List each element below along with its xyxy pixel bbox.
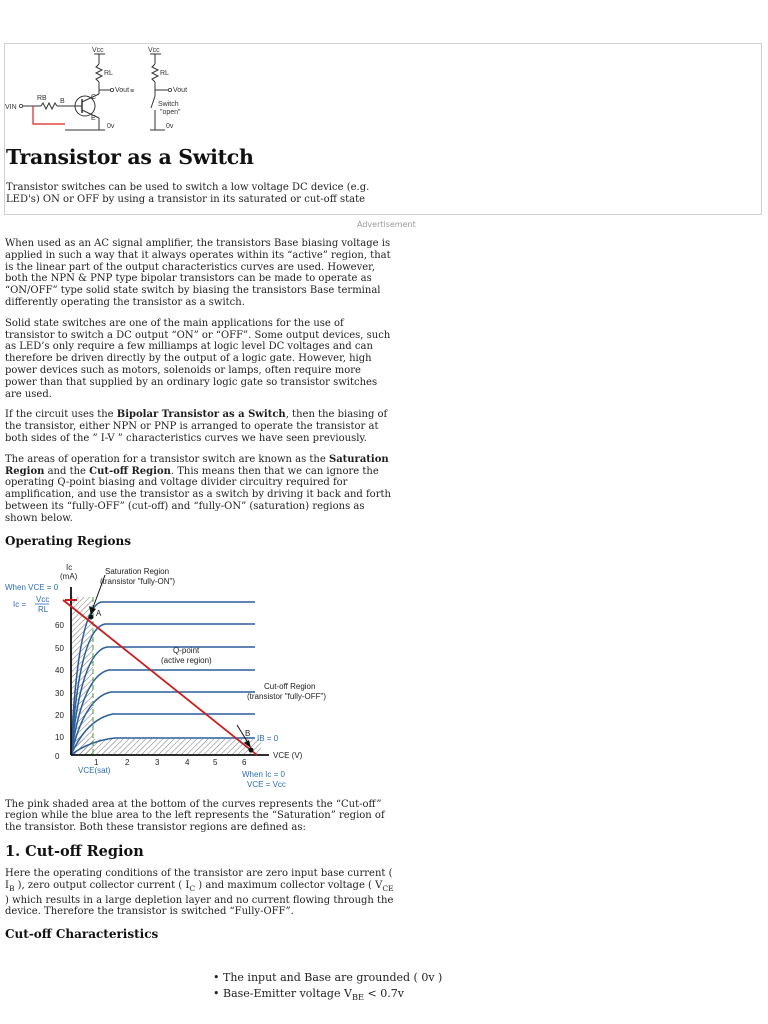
paragraph-cutoff-conditions: Here the operating conditions of the transistor are zero input base current ( $I_B$ ), zero output collector current ( $I_C$ ) and maximum collector voltage ( $V_{CE}$ ) which results in a large depletion layer and no current flowing through the device. Therefore the transistor is switched “Fully-OFF”.	[5, 867, 394, 918]
transistor-switch-circuit-diagram	[5, 44, 195, 136]
article-hero-card[interactable]	[4, 43, 762, 215]
svg-text:Vcc: Vcc	[36, 594, 50, 604]
svg-text:RL: RL	[38, 604, 49, 614]
svg-text:VCE(sat): VCE(sat)	[78, 765, 111, 775]
base-resistor	[41, 103, 57, 109]
svg-text:5: 5	[213, 757, 218, 767]
svg-text:Switch: Switch	[158, 101, 179, 108]
heading-cutoff-characteristics: Cut-off Characteristics	[5, 927, 159, 942]
svg-text:Q-point: Q-point	[173, 645, 200, 655]
svg-text:E: E	[91, 115, 96, 122]
advertisement-label: Advertisement	[357, 220, 416, 229]
svg-text:RB: RB	[37, 95, 47, 102]
paragraph-solid-state-switches: Solid state switches are one of the main applications for the use of transistor to switch a DC output “ON” or “OFF”. Some output devices, such as LED’s only require a few milliamps at logic level DC voltages and can therefore be driven directly by the output of a logic gate. However, high power devices such as motors, solenoids or lamps, often require more power than that supplied by an ordinary logic gate so transistor switches are used.	[5, 317, 391, 400]
svg-text:"open": "open"	[160, 109, 181, 116]
svg-text:VCE = Vcc: VCE = Vcc	[247, 779, 286, 789]
svg-text:Vcc: Vcc	[92, 47, 104, 54]
article-description: Transistor switches can be used to switch a low voltage DC device (e.g. LED's) ON or OFF by using a transistor in its saturated or cut-off state	[6, 182, 370, 205]
svg-text:Vcc: Vcc	[148, 47, 160, 54]
paragraph-areas-of-operation: The areas of operation for a transistor switch are known as the Saturation Region and the Cut-off Region. This means then that we can ignore the operating Q-point biasing and voltage divider circuitry required for amplification, and use the transistor as a switch by driving it back and forth between its “fully-OFF” (cut-off) and “fully-ON” (saturation) regions as shown below.	[5, 453, 391, 524]
list-item: • The input and Base are grounded ( 0v )	[213, 970, 442, 986]
heading-operating-regions: Operating Regions	[5, 533, 132, 548]
operating-regions-graph	[5, 557, 345, 789]
point-a-marker	[89, 614, 94, 619]
svg-text:4: 4	[185, 757, 190, 767]
svg-text:50: 50	[55, 643, 64, 653]
svg-text:60: 60	[55, 620, 64, 630]
svg-text:When VCE = 0: When VCE = 0	[5, 582, 59, 592]
svg-text:(transistor "fully-OFF"): (transistor "fully-OFF")	[247, 691, 327, 701]
svg-text:RL: RL	[160, 70, 169, 77]
svg-text:6: 6	[242, 757, 247, 767]
svg-text:Vout: Vout	[173, 87, 188, 94]
svg-text:30: 30	[55, 688, 64, 698]
svg-text:10: 10	[55, 732, 64, 742]
svg-text:IB = 0: IB = 0	[257, 733, 279, 743]
article-body	[5, 238, 395, 950]
svg-text:C: C	[91, 94, 97, 101]
svg-text:(active region): (active region)	[161, 655, 212, 665]
heading-cutoff-region: 1. Cut-off Region	[5, 842, 144, 860]
load-resistor-2	[152, 64, 158, 82]
svg-text:20: 20	[55, 710, 64, 720]
svg-text:2: 2	[125, 757, 130, 767]
svg-text:(mA): (mA)	[60, 571, 78, 581]
paragraph-shaded-areas: The pink shaded area at the bottom of the curves represents the “Cut-off” region while the blue area to the left represents the “Saturation” region of the transistor. Both these transistor regions are defined as:	[5, 798, 385, 834]
load-resistor-1	[96, 64, 102, 82]
article-title[interactable]: Transistor as a Switch	[6, 145, 254, 169]
list-item: • Base-Emitter voltage $V_{BE} < 0.7v$	[213, 986, 442, 1005]
svg-text:B: B	[60, 98, 65, 105]
svg-text:RL: RL	[104, 70, 113, 77]
svg-text:Ic =: Ic =	[13, 599, 27, 609]
paragraph-ac-amplifier: When used as an AC signal amplifier, the transistors Base biasing voltage is applied in such a way that it always operates within its “active” region, that is the linear part of the output characteristics curves are used. However, both the NPN & PNP type bipolar transistors can be made to operate as “ON/OFF” type solid state switch by biasing the transistors Base terminal differently operating the transistor as a switch.	[5, 238, 391, 308]
svg-text:VCE (V): VCE (V)	[273, 750, 303, 760]
svg-text:When Ic = 0: When Ic = 0	[242, 769, 285, 779]
cutoff-characteristics-list	[213, 970, 442, 1005]
svg-text:0v: 0v	[107, 123, 115, 130]
svg-text:3: 3	[155, 757, 160, 767]
svg-text:40: 40	[55, 665, 64, 675]
point-b-marker	[249, 747, 254, 752]
open-switch-symbol	[151, 96, 155, 108]
svg-text:(transistor "fully-ON"): (transistor "fully-ON")	[100, 576, 176, 586]
svg-text:Vout: Vout	[115, 87, 130, 94]
svg-text:A: A	[96, 608, 102, 618]
paragraph-bipolar-switch: If the circuit uses the Bipolar Transistor as a Switch, then the biasing of the transistor, either NPN or PNP is arranged to operate the transistor at both sides of the ” I-V ” characteristics curves we have seen previously.	[5, 409, 388, 444]
svg-text:B: B	[245, 728, 251, 738]
svg-text:0v: 0v	[166, 123, 174, 130]
svg-text:Ic: Ic	[66, 562, 73, 572]
svg-text:Cut-off Region: Cut-off Region	[264, 681, 316, 691]
svg-text:≡: ≡	[130, 88, 135, 95]
svg-text:0: 0	[55, 751, 60, 761]
svg-text:Saturation Region: Saturation Region	[105, 566, 170, 576]
svg-text:1: 1	[94, 757, 99, 767]
input-ground-wire	[33, 106, 65, 124]
svg-text:VIN: VIN	[5, 104, 17, 111]
